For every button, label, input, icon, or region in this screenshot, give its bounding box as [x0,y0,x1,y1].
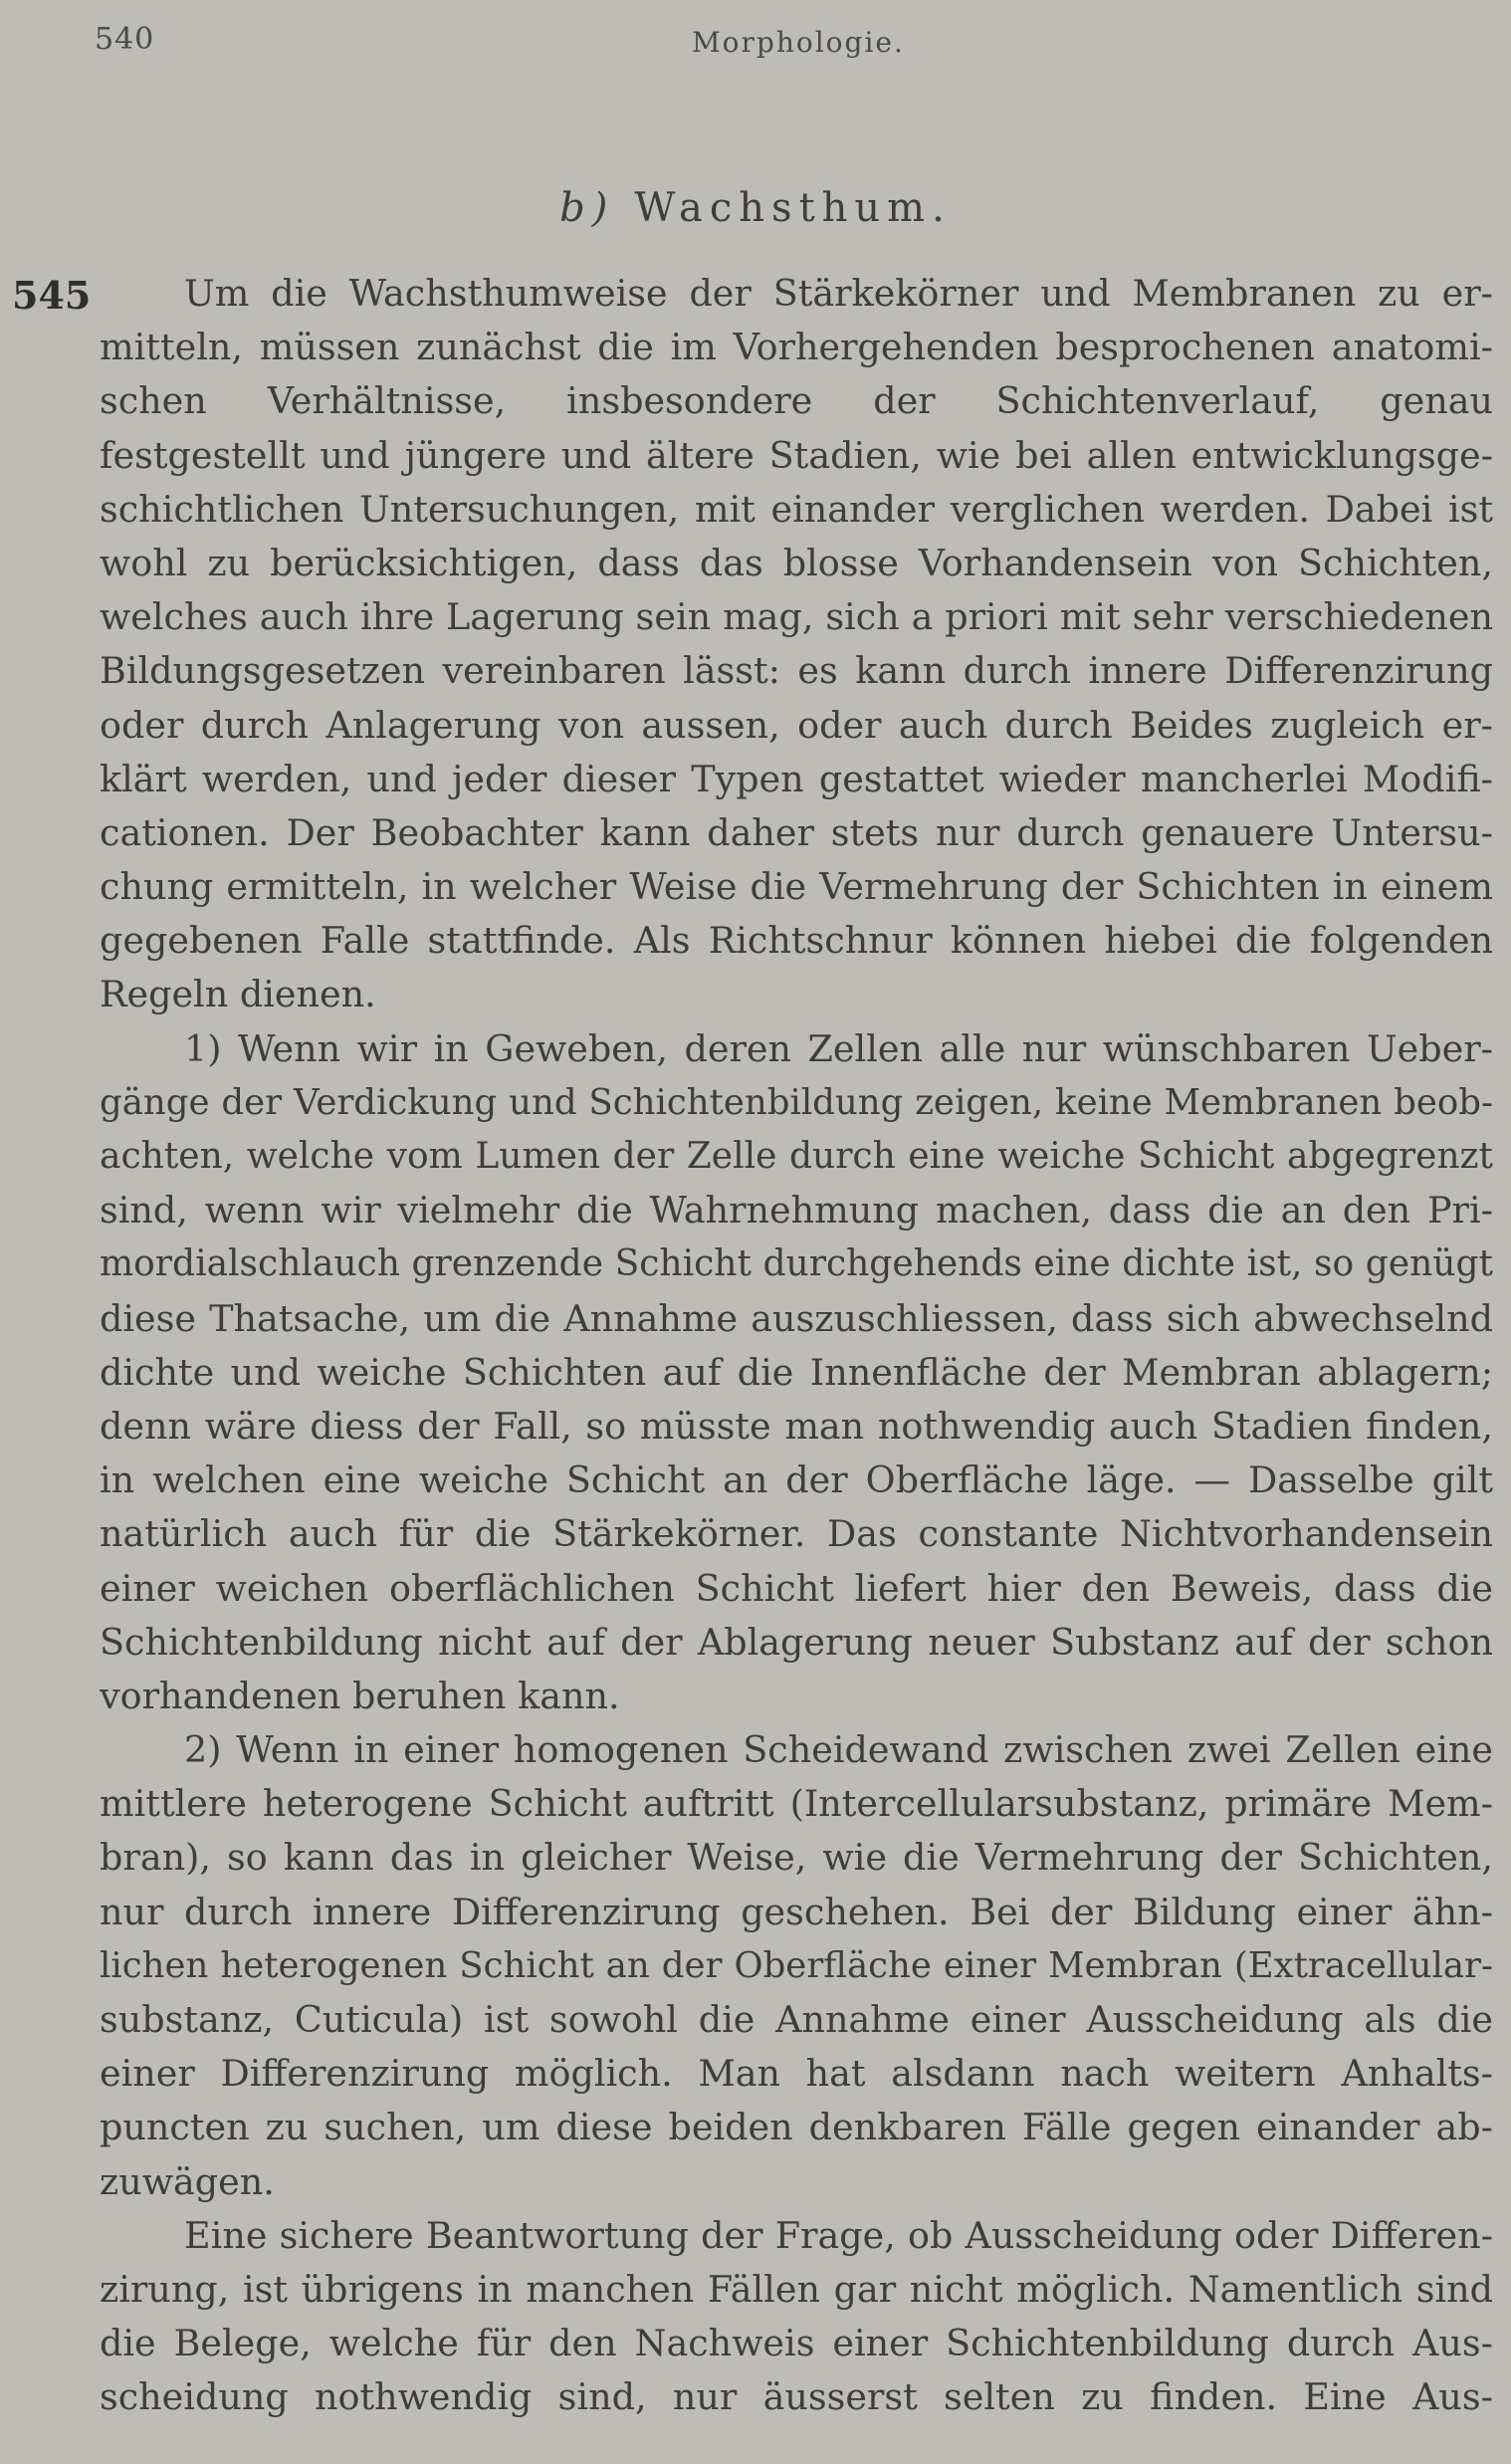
text-line: welches auch ihre Lagerung sein mag, sich a priori mit sehr verschiedenen [100,595,1493,639]
text-line: lichen heterogenen Schicht an der Oberfläche einer Membran (Extracellular- [100,1944,1493,1986]
text-line: in welchen eine weiche Schicht an der Oberfläche läge. — Dasselbe gilt [100,1458,1493,1502]
text-line: gänge der Verdickung und Schichtenbildung zeigen, keine Membranen beob- [100,1081,1493,1123]
text-line: puncten zu suchen, um diese beiden denkbaren Fälle gegen einander ab- [100,2106,1493,2149]
page-number: 540 [95,22,155,57]
section-title: Wachsthum. [634,185,952,231]
text-line: sind, wenn wir vielmehr die Wahrnehmung machen, dass die an den Pri- [100,1189,1493,1232]
text-line: schichtlichen Untersuchungen, mit einander verglichen werden. Dabei ist [100,487,1493,531]
text-line: mittlere heterogene Schicht auftritt (Intercellularsubstanz, primäre Mem- [100,1782,1493,1826]
text-line: diese Thatsache, um die Annahme auszuschliessen, dass sich abwechselnd [100,1296,1493,1340]
text-line: cationen. Der Beobachter kann daher stets nur durch genauere Untersu- [100,810,1493,854]
text-line: Regeln dienen. [100,973,376,1016]
text-line: denn wäre diess der Fall, so müsste man nothwendig auch Stadien finden, [100,1404,1493,1448]
text-line: bran), so kann das in gleicher Weise, wie die Vermehrung der Schichten, [100,1836,1493,1880]
section-label: b) [559,185,615,231]
paragraph-margin-number: 545 [12,273,92,318]
text-line: dichte und weiche Schichten auf die Innenfläche der Membran ablagern; [100,1350,1493,1394]
text-line: 2) Wenn in einer homogenen Scheidewand zwischen zwei Zellen eine [184,1728,1493,1772]
text-line: klärt werden, und jeder dieser Typen gestattet wieder mancherlei Modifi- [100,757,1493,800]
running-head: Morphologie. [692,26,905,59]
text-line: die Belege, welche für den Nachweis einer Schichtenbildung durch Aus- [100,2322,1493,2365]
text-line: zuwägen. [100,2159,275,2203]
text-line: achten, welche vom Lumen der Zelle durch eine weiche Schicht abgegrenzt [100,1136,1493,1177]
text-line: wohl zu berücksichtigen, dass das blosse Vorhandensein von Schichten, [100,541,1493,584]
text-line: mordialschlauch grenzende Schicht durchgehends eine dichte ist, so genügt [100,1243,1493,1285]
text-line: schen Verhältnisse, insbesondere der Schichtenverlauf, genau [100,379,1493,423]
text-line: Schichtenbildung nicht auf der Ablagerung neuer Substanz auf der schon [100,1620,1493,1664]
text-line: einer Differenzirung möglich. Man hat alsdann nach weitern Anhalts- [100,2052,1493,2096]
text-line: oder durch Anlagerung von aussen, oder auch durch Beides zugleich er- [100,703,1493,747]
text-line: Eine sichere Beantwortung der Frage, ob Ausscheidung oder Differen- [184,2213,1493,2257]
body-text [100,267,1493,2425]
text-line: natürlich auch für die Stärkekörner. Das constante Nichtvorhandensein [100,1512,1493,1556]
text-line: chung ermitteln, in welcher Weise die Vermehrung der Schichten in einem [100,865,1493,909]
page-header [95,22,1471,62]
section-heading [0,185,1511,231]
text-line: scheidung nothwendig sind, nur äusserst selten zu finden. Eine Aus- [100,2375,1493,2419]
text-line: zirung, ist übrigens in manchen Fällen gar nicht möglich. Namentlich sind [100,2267,1493,2311]
text-line: 1) Wenn wir in Geweben, deren Zellen alle nur wünschbaren Ueber- [184,1026,1493,1070]
text-line: mitteln, müssen zunächst die im Vorhergehenden besprochenen anatomi- [100,326,1493,369]
text-line: festgestellt und jüngere und ältere Stadien, wie bei allen entwicklungsge- [100,433,1493,477]
text-line: vorhandenen beruhen kann. [100,1674,620,1717]
text-line: Bildungsgesetzen vereinbaren lässt: es kann durch innere Differenzirung [100,649,1493,693]
text-line: substanz, Cuticula) ist sowohl die Annahme einer Ausscheidung als die [100,1998,1493,2041]
text-line: Um die Wachsthumweise der Stärkekörner und Membranen zu er- [184,272,1493,315]
text-line: gegebenen Falle stattfinde. Als Richtschnur können hiebei die folgenden [100,919,1493,963]
text-line: einer weichen oberflächlichen Schicht liefert hier den Beweis, dass die [100,1566,1493,1610]
text-line: nur durch innere Differenzirung geschehen. Bei der Bildung einer ähn- [100,1890,1493,1933]
